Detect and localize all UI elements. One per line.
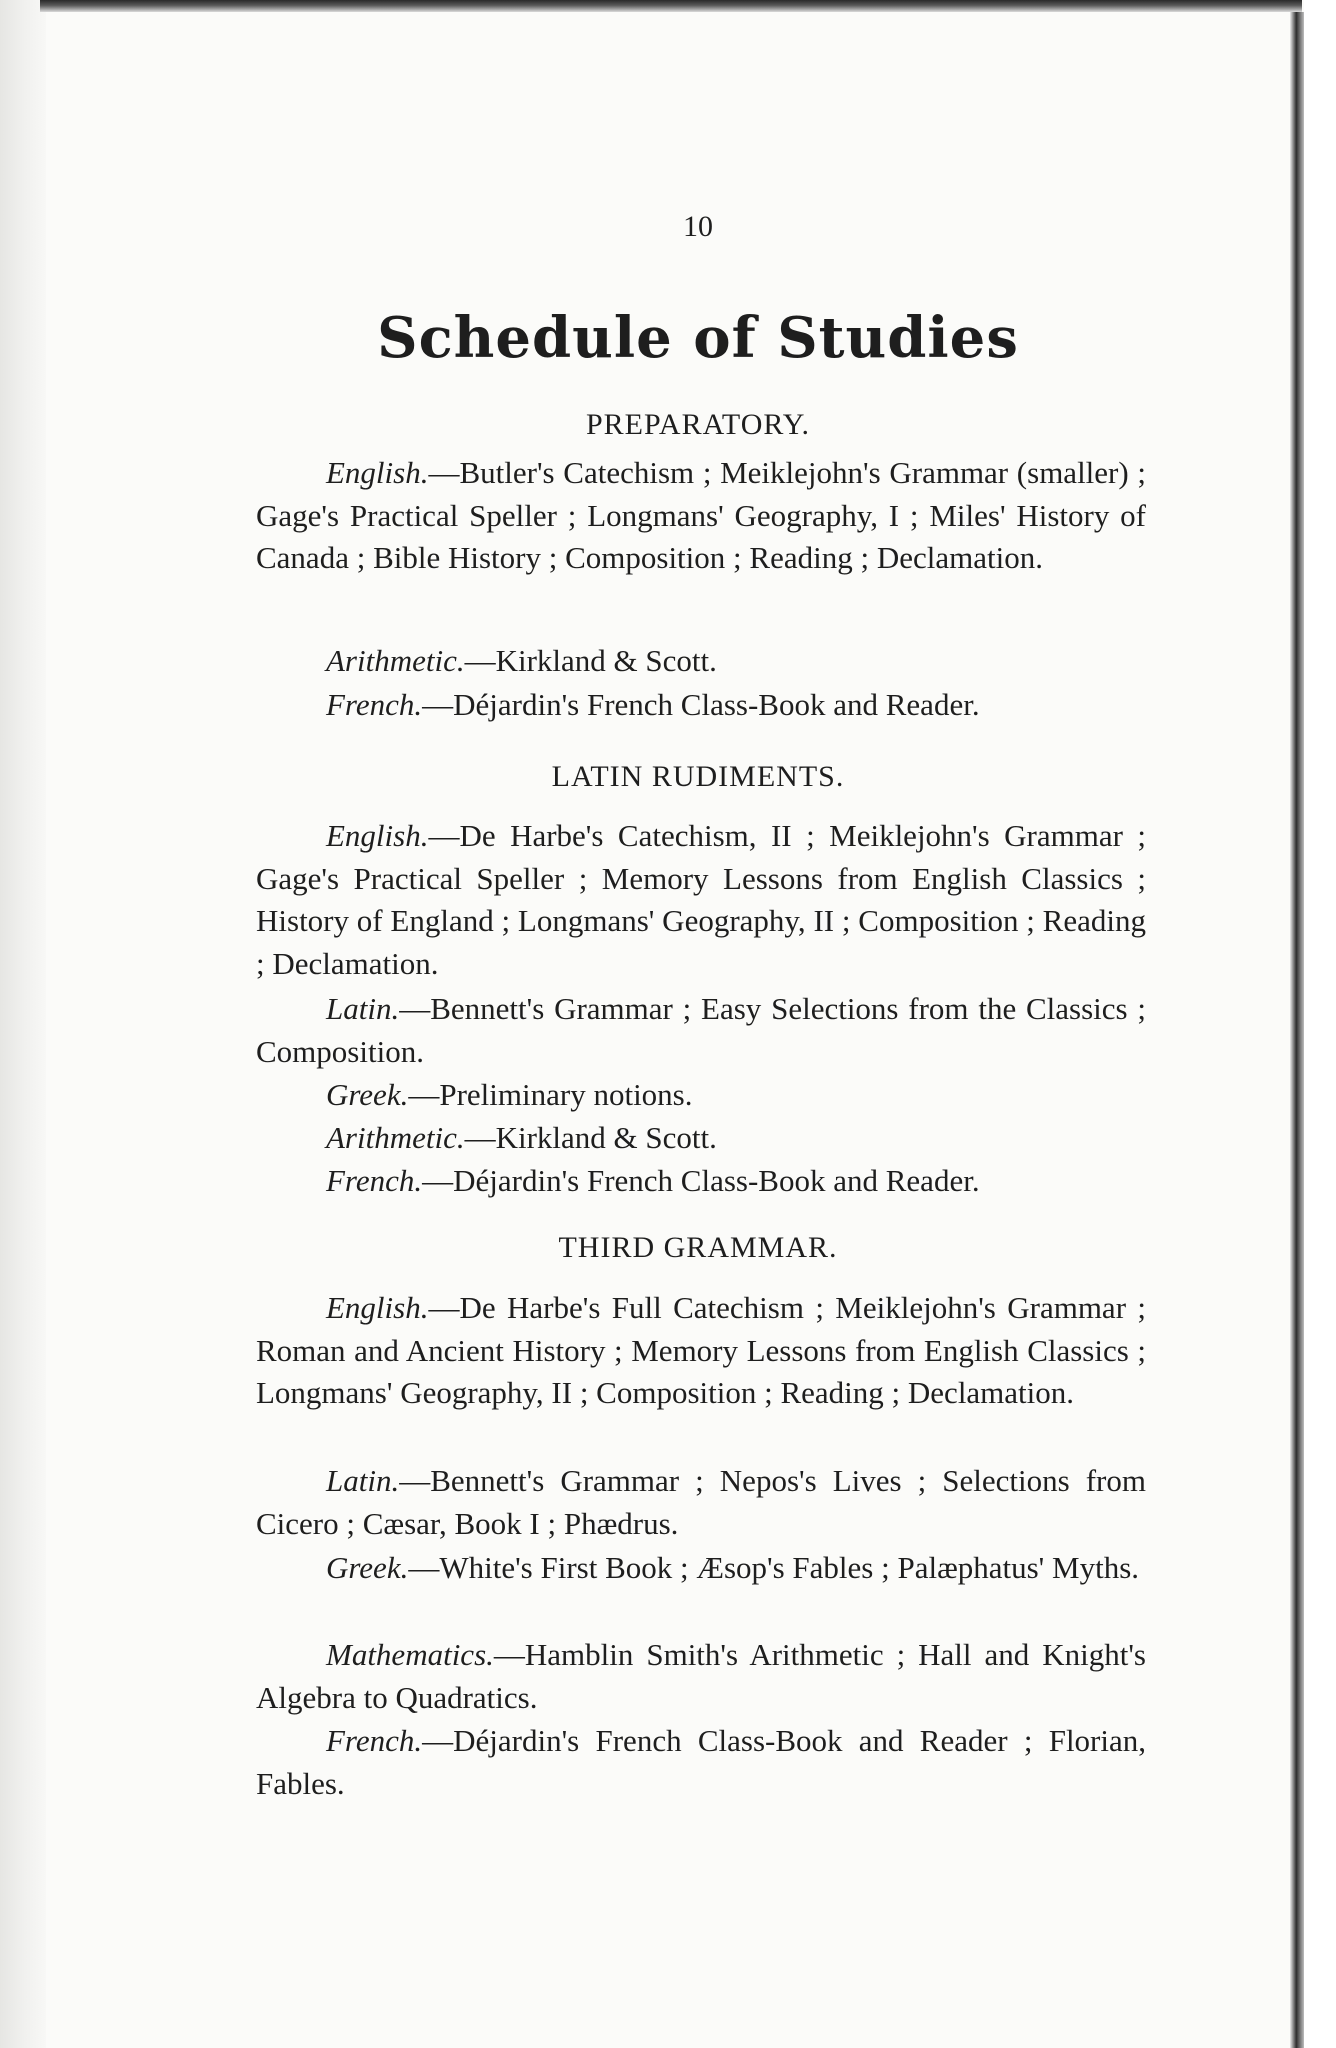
- subject-label: French.: [326, 1723, 423, 1758]
- entry-text: —Kirkland & Scott.: [464, 643, 717, 678]
- entry-text: —Preliminary notions.: [408, 1077, 693, 1112]
- entry-latin-rudiments-latin: [256, 988, 1146, 1073]
- subject-label: Arithmetic.: [326, 643, 465, 678]
- entry-text: —Bennett's Grammar ; Easy Selections from the Classics ; Composition.: [256, 991, 1146, 1069]
- subject-label: French.: [326, 687, 423, 722]
- entry-text: —De Harbe's Catechism, II ; Meiklejohn's Grammar ; Gage's Practical Speller ; Memory Lessons from English Classics ; History of England ; Longmans' Geography, II ; Composition ; Reading ; Declamation.: [256, 818, 1146, 981]
- subject-label: English.: [326, 818, 429, 853]
- subject-label: Arithmetic.: [326, 1120, 465, 1155]
- entry-preparatory-french: [256, 684, 1146, 727]
- entry-third-grammar-english: [256, 1287, 1146, 1415]
- subject-label: English.: [326, 455, 429, 490]
- entry-third-grammar-french: [256, 1720, 1146, 1805]
- entry-text: —Déjardin's French Class-Book and Reader ; Florian, Fables.: [256, 1723, 1146, 1801]
- section-heading-latin-rudiments: LATIN RUDIMENTS.: [551, 760, 845, 793]
- entry-latin-rudiments-french: [256, 1160, 1146, 1203]
- entry-text: —Bennett's Grammar ; Nepos's Lives ; Selections from Cicero ; Cæsar, Book I ; Phædrus.: [256, 1463, 1146, 1541]
- subject-label: Greek.: [326, 1077, 409, 1112]
- subject-label: Latin.: [326, 1463, 400, 1498]
- entry-text: —Hamblin Smith's Arithmetic ; Hall and Knight's Algebra to Quadratics.: [256, 1637, 1146, 1715]
- subject-label: Greek.: [326, 1550, 409, 1585]
- subject-label: French.: [326, 1163, 423, 1198]
- entry-text: —Butler's Catechism ; Meiklejohn's Grammar (smaller) ; Gage's Practical Speller ; Longmans' Geography, I ; Miles' History of Canada ; Bible History ; Composition ; Reading ; Declamation.: [256, 455, 1146, 575]
- entry-text: —Kirkland & Scott.: [464, 1120, 717, 1155]
- subject-label: English.: [326, 1290, 429, 1325]
- entry-latin-rudiments-english: [256, 815, 1146, 985]
- entry-text: —Déjardin's French Class-Book and Reader.: [422, 1163, 980, 1198]
- entry-third-grammar-mathematics: [256, 1634, 1146, 1719]
- section-heading-third-grammar: THIRD GRAMMAR.: [558, 1231, 838, 1264]
- entry-third-grammar-latin: [256, 1460, 1146, 1545]
- subject-label: Latin.: [326, 991, 400, 1026]
- entry-latin-rudiments-arithmetic: [256, 1117, 1146, 1160]
- section-heading-preparatory: PREPARATORY.: [585, 408, 811, 441]
- entry-preparatory-arithmetic: [256, 640, 1146, 683]
- page-title: Schedule of Studies: [377, 305, 1019, 371]
- entry-preparatory-english: [256, 452, 1146, 580]
- page-top-edge: [40, 0, 1302, 12]
- subject-label: Mathematics.: [326, 1637, 494, 1672]
- entry-third-grammar-greek: [256, 1547, 1146, 1590]
- entry-text: —Déjardin's French Class-Book and Reader.: [422, 687, 980, 722]
- entry-text: —De Harbe's Full Catechism ; Meiklejohn's Grammar ; Roman and Ancient History ; Memory Lessons from English Classics ; Longmans' Geography, II ; Composition ; Reading ; Declamation.: [256, 1290, 1146, 1410]
- entry-text: —White's First Book ; Æsop's Fables ; Palæphatus' Myths.: [408, 1550, 1140, 1585]
- entry-latin-rudiments-greek: [256, 1074, 1146, 1117]
- page-number: 10: [683, 210, 713, 243]
